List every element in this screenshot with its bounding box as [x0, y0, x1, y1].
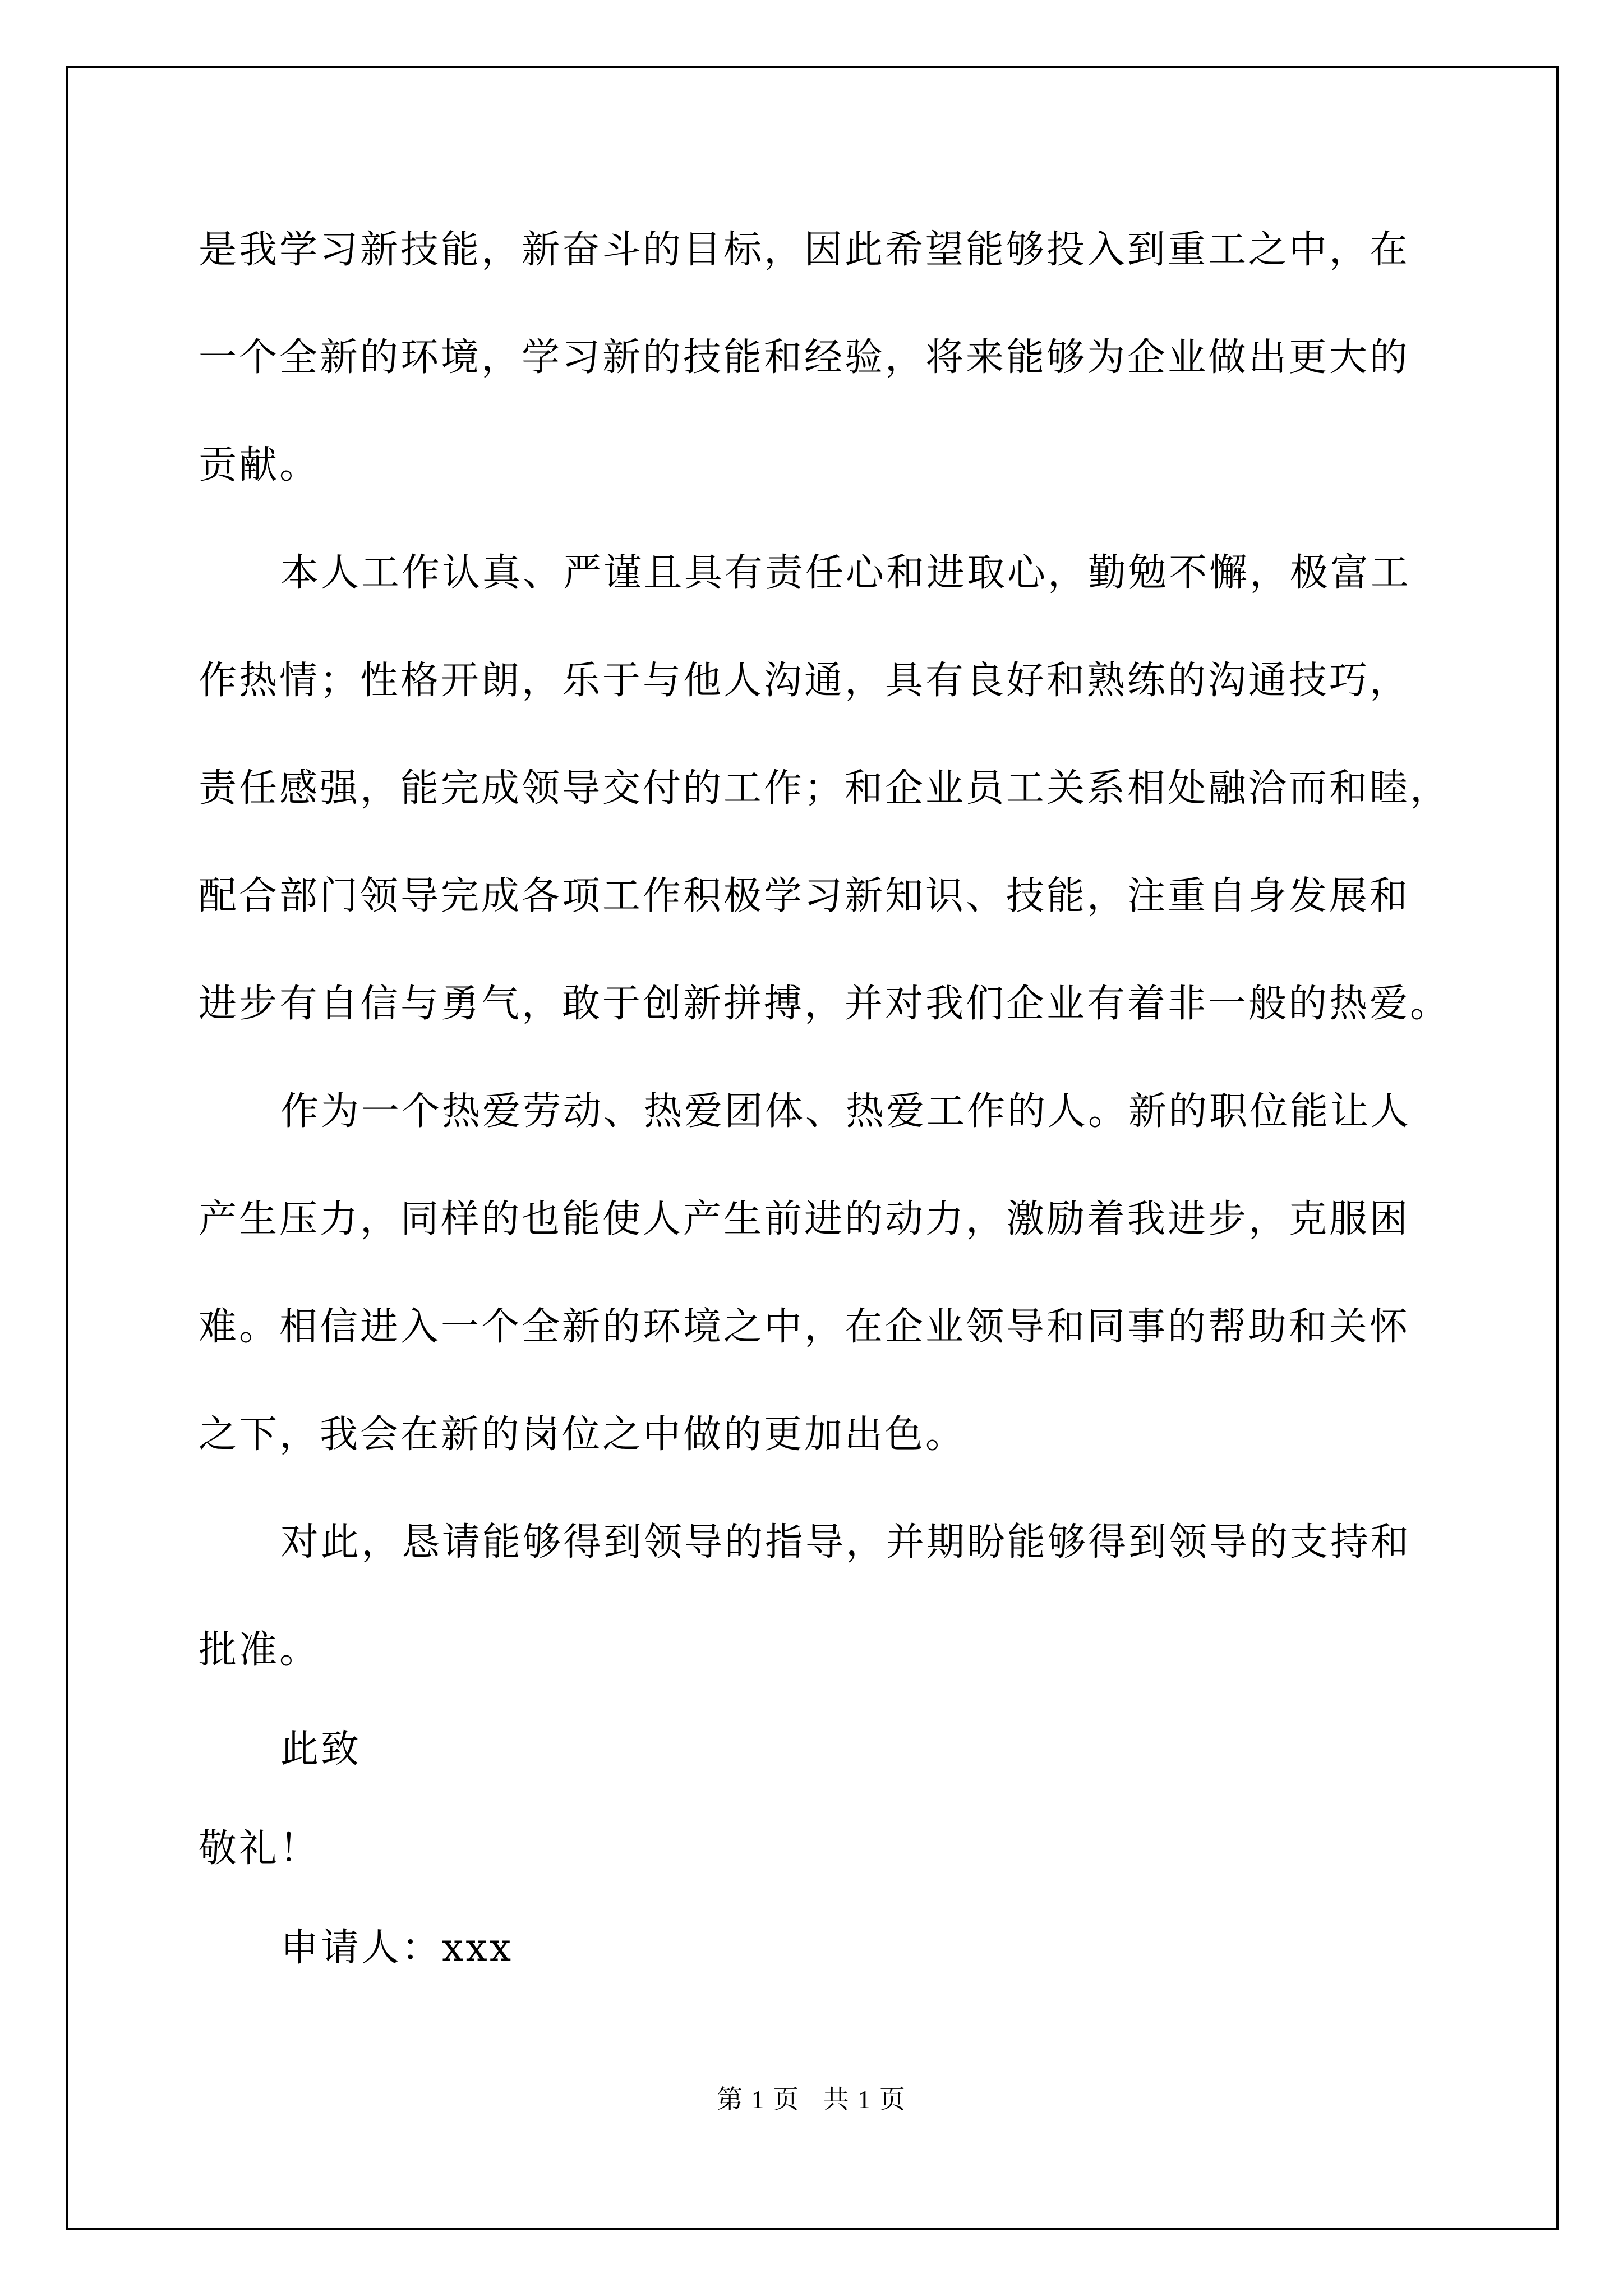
- text-line: 之下，我会在新的岗位之中做的更加出色。: [199, 1412, 966, 1457]
- text-line: 是我学习新技能，新奋斗的目标，因此希望能够投入到重工之中，在: [199, 228, 1410, 272]
- page-total: 共 1 页: [823, 2085, 906, 2114]
- text-line: 批准。: [199, 1628, 320, 1672]
- text-line: 难。相信进入一个全新的环境之中，在企业领导和同事的帮助和关怀: [199, 1305, 1410, 1349]
- text-line: 配合部门领导完成各项工作积极学习新知识、技能，注重自身发展和: [199, 874, 1410, 918]
- text-line: 进步有自信与勇气，敢于创新拼搏，并对我们企业有着非一般的热爱。: [199, 982, 1451, 1026]
- text-line: 本人工作认真、严谨且具有责任心和进取心，勤勉不懈，极富工: [280, 551, 1412, 595]
- text-line: 贡献。: [199, 443, 320, 487]
- text-line: 作为一个热爱劳动、热爱团体、热爱工作的人。新的职位能让人: [280, 1089, 1412, 1134]
- text-line: 作热情；性格开朗，乐于与他人沟通，具有良好和熟练的沟通技巧，: [199, 659, 1410, 703]
- text-line: 责任感强，能完成领导交付的工作；和企业员工关系相处融洽而和睦，: [199, 766, 1451, 811]
- page-border: [66, 66, 1559, 2230]
- text-line: 产生压力，同样的也能使人产生前进的动力，激励着我进步，克服困: [199, 1197, 1410, 1241]
- page-footer: [0, 2087, 1623, 2113]
- text-line: 一个全新的环境，学习新的技能和经验，将来能够为企业做出更大的: [199, 335, 1410, 380]
- closing-regards: 敬礼！: [199, 1826, 320, 1871]
- applicant-signature: 申请人：xxx: [280, 1926, 514, 1970]
- page-number: 第 1 页: [717, 2085, 800, 2114]
- text-line: 对此，恳请能够得到领导的指导，并期盼能够得到领导的支持和: [280, 1520, 1412, 1565]
- closing-salutation: 此致: [280, 1727, 362, 1772]
